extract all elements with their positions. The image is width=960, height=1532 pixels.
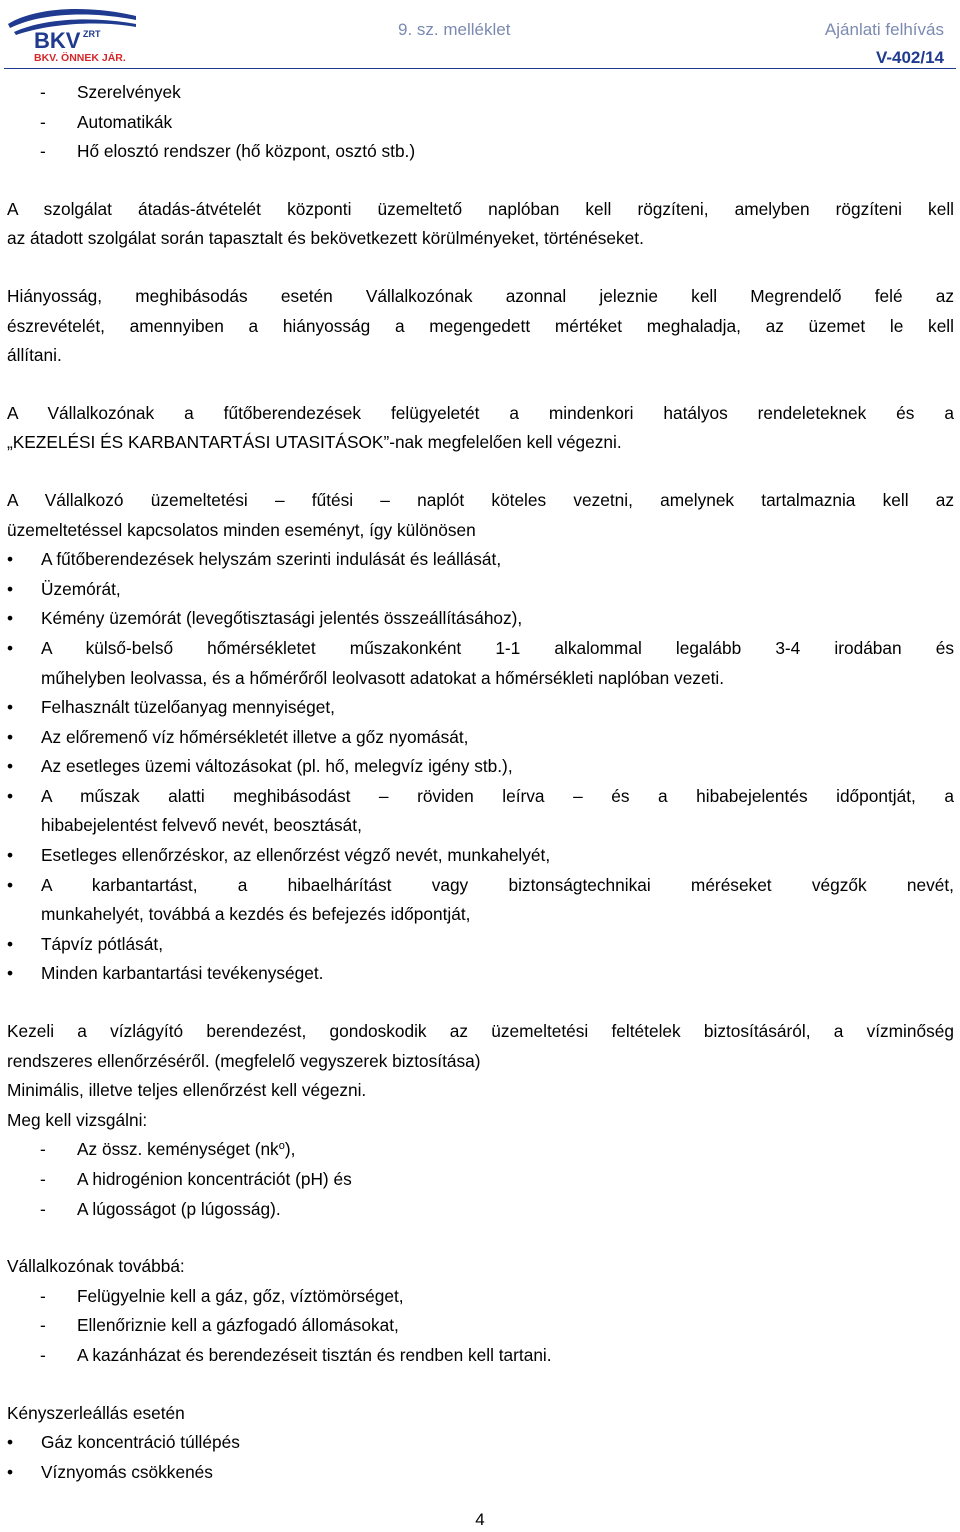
list-item: • A külső-belső hőmérsékletet műszakonként 1-1 alkalommal legalább 3-4 irodában és műhelyben leolvassa, és a hőmérőről leolvasott adatokat a hőmérsékleti naplóban vezeti.: [7, 634, 954, 693]
svg-text:BKV: BKV: [34, 28, 81, 53]
top-dash-list: [7, 78, 954, 167]
list-item: • Víznyomás csökkenés: [7, 1458, 954, 1488]
bullet-icon: •: [7, 845, 14, 866]
bullet-icon: •: [7, 785, 14, 806]
doc-info: [825, 18, 944, 70]
list-item: • A fűtőberendezések helyszám szerinti indulását és leállását,: [7, 545, 954, 575]
paragraph-faults: Hiányosság, meghibásodás esetén Vállalkozónak azonnal jeleznie kell Megrendelő felé az észrevételét, amennyiben a hiányosság a megengedett mértéket meghaladja, az üzemet le kell állítani.: [7, 285, 954, 366]
paragraph-checks-intro: Minimális, illetve teljes ellenőrzést kell végezni.: [7, 1080, 367, 1101]
list-item: - A lúgosságot (p lúgosság).: [7, 1195, 954, 1225]
paragraph-handover: A szolgálat átadás-átvételét központi üzemeltető naplóban kell rögzíteni, amelyben rögzíteni kell az átadott szolgálat során tapasztalt és bekövetkezett körülményeket, történéseket.: [7, 198, 954, 249]
list-item: • A műszak alatti meghibásodást – röviden leírva – és a hibabejelentés időpontját, a hibabejelentést felvevő nevét, beosztását,: [7, 782, 954, 841]
bullet-icon: •: [7, 933, 14, 954]
svg-text:BKV. ÖNNEK JÁR.: BKV. ÖNNEK JÁR.: [34, 52, 126, 64]
bkv-logo: [4, 2, 140, 66]
svg-text:ZRT: ZRT: [83, 29, 101, 39]
list-item: • Minden karbantartási tevékenységet.: [7, 959, 954, 989]
list-item: - A kazánházat és berendezéseit tisztán és rendben kell tartani.: [7, 1341, 954, 1371]
doc-code: V-402/14: [875, 48, 944, 67]
bullet-icon: •: [7, 1432, 14, 1453]
annex-label: 9. sz. melléklet: [398, 20, 511, 39]
list-item: • Esetleges ellenőrzéskor, az ellenőrzést végző nevét, munkahelyét,: [7, 841, 954, 871]
list-item: - Hő elosztó rendszer (hő központ, osztó stb.): [7, 137, 954, 167]
list-item: • Üzemórát,: [7, 575, 954, 605]
list-item: • Az előremenő víz hőmérsékletét illetve a gőz nyomását,: [7, 723, 954, 753]
bullet-icon: •: [7, 637, 14, 658]
bullet-icon: •: [7, 549, 14, 570]
header-rule: [4, 68, 956, 69]
dash-list-further: [7, 1282, 954, 1371]
list-item: - Az össz. keménységet $(nk^o)$,: [7, 1135, 954, 1165]
dash-list-checks: [7, 1135, 954, 1224]
list-item: • A karbantartást, a hibaelhárítást vagy biztonságtechnikai méréseket végzők nevét, munkahelyét, továbbá a kezdés és befejezés időpontját,: [7, 871, 954, 930]
page-number: 4: [475, 1510, 485, 1529]
bullet-list-shutdown: [7, 1428, 954, 1487]
bullet-list-log-contents: [7, 545, 954, 989]
list-item: - Ellenőriznie kell a gázfogadó állomásokat,: [7, 1311, 954, 1341]
bullet-icon: •: [7, 756, 14, 777]
bullet-icon: •: [7, 608, 14, 629]
list-item: • Kémény üzemórát (levegőtisztasági jelentés összeállításához),: [7, 604, 954, 634]
list-item: - A hidrogénion koncentrációt (pH) és: [7, 1165, 954, 1195]
bullet-icon: •: [7, 963, 14, 984]
doc-type: Ajánlati felhívás: [824, 20, 944, 39]
bullet-icon: •: [7, 697, 14, 718]
list-item: - Automatikák: [7, 108, 954, 138]
paragraph-examine: Meg kell vizsgálni:: [7, 1109, 148, 1130]
paragraph-further: Vállalkozónak továbbá:: [7, 1256, 185, 1277]
bullet-icon: •: [7, 874, 14, 895]
document-body: [7, 78, 954, 1487]
list-item: - Szerelvények: [7, 78, 954, 108]
page-header: [0, 0, 960, 70]
paragraph-shutdown: Kényszerleállás esetén: [7, 1402, 185, 1423]
paragraph-water-softener: Kezeli a vízlágyító berendezést, gondoskodik az üzemeltetési feltételek biztosításáról, a vízminőség rendszeres ellenőrzéséről. (megfelelő vegyszerek biztosítása): [7, 1021, 954, 1071]
list-item: • Felhasznált tüzelőanyag mennyiséget,: [7, 693, 954, 723]
list-item: • Tápvíz pótlását,: [7, 930, 954, 960]
paragraph-operation-log: A Vállalkozó üzemeltetési – fűtési – naplót köteles vezetni, amelynek tartalmaznia kell az üzemeltetéssel kapcsolatos minden eseményt, így különösen: [7, 489, 954, 540]
list-item: - Felügyelnie kell a gáz, gőz, víztömörséget,: [7, 1282, 954, 1312]
bullet-icon: •: [7, 578, 14, 599]
bullet-icon: •: [7, 726, 14, 747]
list-item: • Az esetleges üzemi változásokat (pl. hő, melegvíz igény stb.),: [7, 752, 954, 782]
paragraph-supervision: A Vállalkozónak a fűtőberendezések felügyeletét a mindenkori hatályos rendeleteknek és a „KEZELÉSI ÉS KARBANTARTÁSI UTASITÁSOK”-nak megfelelően kell végezni.: [7, 402, 954, 453]
list-item: • Gáz koncentráció túllépés: [7, 1428, 954, 1458]
bullet-icon: •: [7, 1461, 14, 1482]
